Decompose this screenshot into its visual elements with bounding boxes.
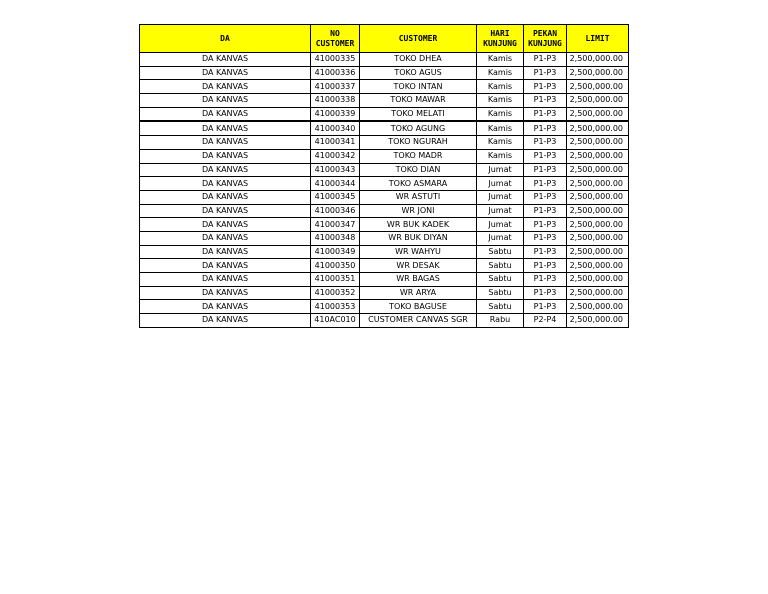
cell-limit: 2,500,000.00 xyxy=(567,94,629,108)
cell-limit: 2,500,000.00 xyxy=(567,259,629,273)
cell-customer: TOKO INTAN xyxy=(360,80,477,94)
cell-hari-kunjung: Sabtu xyxy=(477,245,524,259)
cell-pekan-kunjung: P1-P3 xyxy=(524,190,567,204)
cell-customer: TOKO AGUNG xyxy=(360,121,477,135)
cell-da: DA KANVAS xyxy=(140,273,311,287)
header-no-customer: NO CUSTOMER xyxy=(311,25,360,53)
cell-da: DA KANVAS xyxy=(140,300,311,314)
cell-pekan-kunjung: P1-P3 xyxy=(524,177,567,191)
cell-da: DA KANVAS xyxy=(140,149,311,163)
cell-da: DA KANVAS xyxy=(140,190,311,204)
cell-hari-kunjung: Kamis xyxy=(477,149,524,163)
cell-hari-kunjung: Jumat xyxy=(477,231,524,245)
cell-customer: WR JONI xyxy=(360,204,477,218)
cell-no-customer: 41000348 xyxy=(311,231,360,245)
table-row xyxy=(140,80,629,94)
cell-hari-kunjung: Jumat xyxy=(477,218,524,232)
cell-hari-kunjung: Rabu xyxy=(477,314,524,328)
cell-limit: 2,500,000.00 xyxy=(567,218,629,232)
cell-limit: 2,500,000.00 xyxy=(567,107,629,121)
cell-customer: TOKO DHEA xyxy=(360,53,477,67)
cell-no-customer: 41000344 xyxy=(311,177,360,191)
table-row xyxy=(140,94,629,108)
cell-da: DA KANVAS xyxy=(140,121,311,135)
cell-da: DA KANVAS xyxy=(140,245,311,259)
header-pekan-kunjung: PEKAN KUNJUNG xyxy=(524,25,567,53)
cell-limit: 2,500,000.00 xyxy=(567,177,629,191)
header-row xyxy=(140,25,629,53)
cell-hari-kunjung: Sabtu xyxy=(477,259,524,273)
cell-da: DA KANVAS xyxy=(140,218,311,232)
cell-limit: 2,500,000.00 xyxy=(567,286,629,300)
customer-table xyxy=(139,24,629,328)
cell-limit: 2,500,000.00 xyxy=(567,273,629,287)
cell-da: DA KANVAS xyxy=(140,136,311,150)
cell-limit: 2,500,000.00 xyxy=(567,190,629,204)
table-row xyxy=(140,121,629,135)
cell-hari-kunjung: Kamis xyxy=(477,136,524,150)
cell-hari-kunjung: Sabtu xyxy=(477,286,524,300)
table-body xyxy=(140,53,629,328)
cell-pekan-kunjung: P1-P3 xyxy=(524,80,567,94)
cell-customer: WR BAGAS xyxy=(360,273,477,287)
cell-da: DA KANVAS xyxy=(140,107,311,121)
cell-pekan-kunjung: P2-P4 xyxy=(524,314,567,328)
table-row xyxy=(140,259,629,273)
table-row xyxy=(140,163,629,177)
cell-limit: 2,500,000.00 xyxy=(567,80,629,94)
cell-pekan-kunjung: P1-P3 xyxy=(524,231,567,245)
cell-hari-kunjung: Kamis xyxy=(477,107,524,121)
table-row xyxy=(140,231,629,245)
cell-da: DA KANVAS xyxy=(140,53,311,67)
cell-pekan-kunjung: P1-P3 xyxy=(524,286,567,300)
header-hari-kunjung: HARI KUNJUNG xyxy=(477,25,524,53)
cell-limit: 2,500,000.00 xyxy=(567,121,629,135)
cell-hari-kunjung: Kamis xyxy=(477,121,524,135)
cell-no-customer: 41000350 xyxy=(311,259,360,273)
cell-da: DA KANVAS xyxy=(140,286,311,300)
cell-da: DA KANVAS xyxy=(140,94,311,108)
table-row xyxy=(140,286,629,300)
cell-limit: 2,500,000.00 xyxy=(567,53,629,67)
header-da: DA xyxy=(140,25,311,53)
cell-no-customer: 41000347 xyxy=(311,218,360,232)
cell-customer: WR ASTUTI xyxy=(360,190,477,204)
cell-da: DA KANVAS xyxy=(140,163,311,177)
cell-hari-kunjung: Kamis xyxy=(477,66,524,80)
table-row xyxy=(140,204,629,218)
table-row xyxy=(140,53,629,67)
cell-pekan-kunjung: P1-P3 xyxy=(524,94,567,108)
cell-pekan-kunjung: P1-P3 xyxy=(524,107,567,121)
cell-pekan-kunjung: P1-P3 xyxy=(524,204,567,218)
cell-hari-kunjung: Sabtu xyxy=(477,300,524,314)
table-row xyxy=(140,300,629,314)
cell-no-customer: 41000342 xyxy=(311,149,360,163)
cell-customer: WR WAHYU xyxy=(360,245,477,259)
cell-no-customer: 41000338 xyxy=(311,94,360,108)
cell-pekan-kunjung: P1-P3 xyxy=(524,300,567,314)
cell-pekan-kunjung: P1-P3 xyxy=(524,259,567,273)
cell-pekan-kunjung: P1-P3 xyxy=(524,121,567,135)
table-row xyxy=(140,245,629,259)
cell-pekan-kunjung: P1-P3 xyxy=(524,163,567,177)
cell-customer: TOKO MADR xyxy=(360,149,477,163)
cell-customer: CUSTOMER CANVAS SGR xyxy=(360,314,477,328)
cell-pekan-kunjung: P1-P3 xyxy=(524,66,567,80)
cell-no-customer: 41000341 xyxy=(311,136,360,150)
cell-no-customer: 41000336 xyxy=(311,66,360,80)
cell-customer: TOKO MELATI xyxy=(360,107,477,121)
cell-no-customer: 41000346 xyxy=(311,204,360,218)
cell-pekan-kunjung: P1-P3 xyxy=(524,136,567,150)
cell-customer: TOKO NGURAH xyxy=(360,136,477,150)
cell-customer: WR DESAK xyxy=(360,259,477,273)
cell-customer: TOKO DIAN xyxy=(360,163,477,177)
table-row xyxy=(140,273,629,287)
cell-no-customer: 41000349 xyxy=(311,245,360,259)
cell-hari-kunjung: Sabtu xyxy=(477,273,524,287)
cell-no-customer: 41000340 xyxy=(311,121,360,135)
cell-no-customer: 41000345 xyxy=(311,190,360,204)
cell-hari-kunjung: Kamis xyxy=(477,53,524,67)
cell-da: DA KANVAS xyxy=(140,231,311,245)
cell-pekan-kunjung: P1-P3 xyxy=(524,149,567,163)
cell-no-customer: 41000352 xyxy=(311,286,360,300)
cell-no-customer: 410AC010 xyxy=(311,314,360,328)
header-limit: LIMIT xyxy=(567,25,629,53)
table-row xyxy=(140,314,629,328)
cell-da: DA KANVAS xyxy=(140,80,311,94)
cell-da: DA KANVAS xyxy=(140,314,311,328)
cell-hari-kunjung: Jumat xyxy=(477,204,524,218)
cell-no-customer: 41000353 xyxy=(311,300,360,314)
cell-customer: TOKO AGUS xyxy=(360,66,477,80)
cell-hari-kunjung: Jumat xyxy=(477,177,524,191)
cell-limit: 2,500,000.00 xyxy=(567,231,629,245)
cell-customer: TOKO MAWAR xyxy=(360,94,477,108)
cell-hari-kunjung: Kamis xyxy=(477,80,524,94)
cell-da: DA KANVAS xyxy=(140,259,311,273)
cell-customer: WR ARYA xyxy=(360,286,477,300)
cell-limit: 2,500,000.00 xyxy=(567,136,629,150)
cell-da: DA KANVAS xyxy=(140,66,311,80)
cell-pekan-kunjung: P1-P3 xyxy=(524,273,567,287)
cell-limit: 2,500,000.00 xyxy=(567,149,629,163)
cell-no-customer: 41000343 xyxy=(311,163,360,177)
cell-pekan-kunjung: P1-P3 xyxy=(524,53,567,67)
table-row xyxy=(140,218,629,232)
header-customer: CUSTOMER xyxy=(360,25,477,53)
cell-limit: 2,500,000.00 xyxy=(567,163,629,177)
cell-hari-kunjung: Jumat xyxy=(477,190,524,204)
cell-no-customer: 41000351 xyxy=(311,273,360,287)
cell-limit: 2,500,000.00 xyxy=(567,204,629,218)
cell-customer: TOKO ASMARA xyxy=(360,177,477,191)
cell-pekan-kunjung: P1-P3 xyxy=(524,245,567,259)
cell-no-customer: 41000339 xyxy=(311,107,360,121)
cell-customer: WR BUK DIYAN xyxy=(360,231,477,245)
cell-pekan-kunjung: P1-P3 xyxy=(524,218,567,232)
cell-limit: 2,500,000.00 xyxy=(567,314,629,328)
cell-limit: 2,500,000.00 xyxy=(567,245,629,259)
cell-limit: 2,500,000.00 xyxy=(567,66,629,80)
cell-limit: 2,500,000.00 xyxy=(567,300,629,314)
cell-hari-kunjung: Jumat xyxy=(477,163,524,177)
cell-customer: WR BUK KADEK xyxy=(360,218,477,232)
table-row xyxy=(140,190,629,204)
cell-no-customer: 41000337 xyxy=(311,80,360,94)
table-row xyxy=(140,107,629,121)
cell-da: DA KANVAS xyxy=(140,177,311,191)
cell-hari-kunjung: Kamis xyxy=(477,94,524,108)
table-row xyxy=(140,136,629,150)
cell-da: DA KANVAS xyxy=(140,204,311,218)
cell-no-customer: 41000335 xyxy=(311,53,360,67)
cell-customer: TOKO BAGUSE xyxy=(360,300,477,314)
table-row xyxy=(140,177,629,191)
table-row xyxy=(140,149,629,163)
table-row xyxy=(140,66,629,80)
